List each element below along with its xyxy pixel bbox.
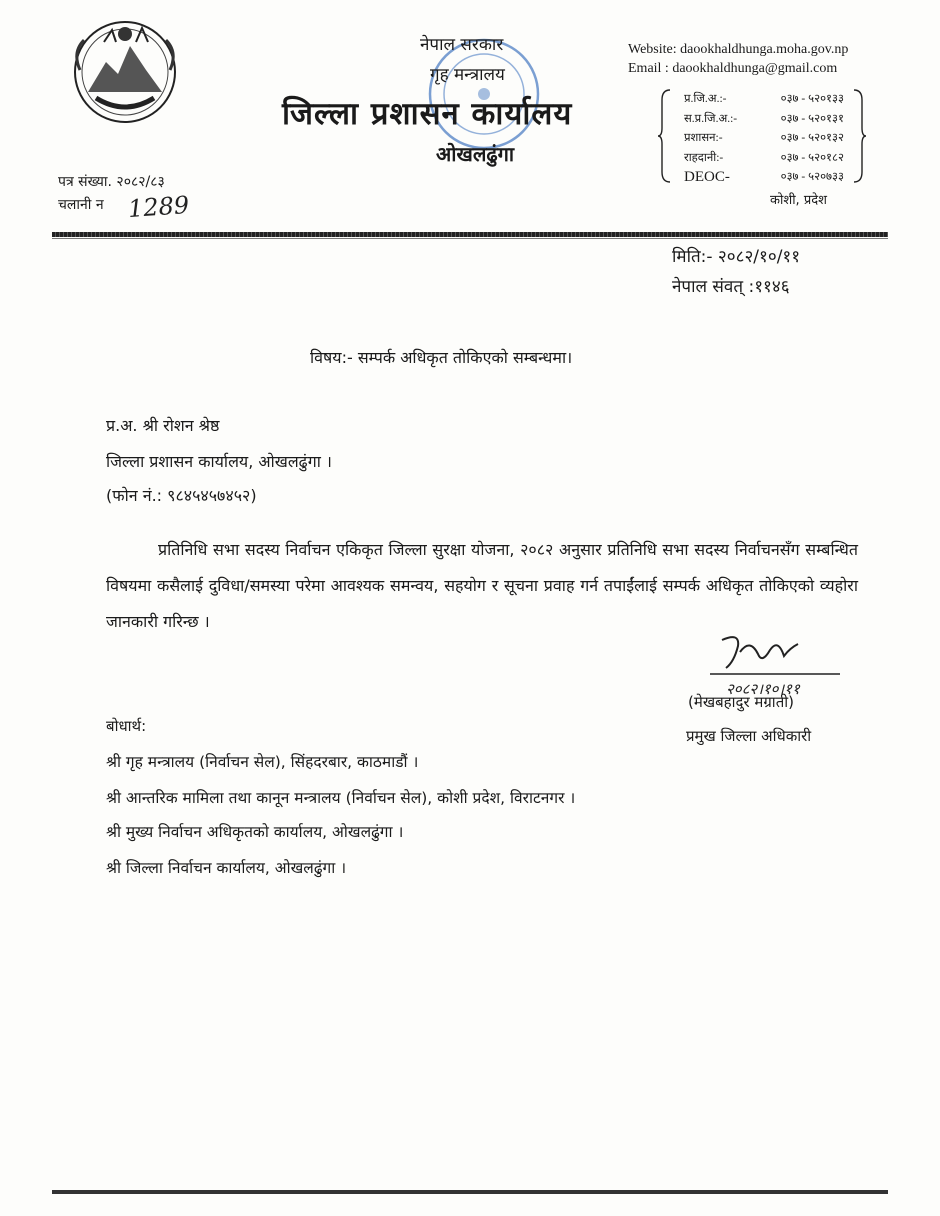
ministry-name: गृह मन्त्रालय [430,65,505,85]
phone-row [668,129,858,149]
cc-item: श्री गृह मन्त्रालय (निर्वाचन सेल), सिंहदरबार, काठमाडौं । [106,753,419,771]
cc-item: श्री आन्तरिक मामिला तथा कानून मन्त्रालय (निर्वाचन सेल), कोशी प्रदेश, विराटनगर । [106,789,576,807]
phone-label: प्रशासन:- [684,132,723,145]
phone-row [668,149,858,169]
phone-row [668,110,858,130]
email-line: Email : daookhaldhunga@gmail.com [628,61,838,76]
right-brace-icon [852,88,866,184]
cc-item: श्री जिल्ला निर्वाचन कार्यालय, ओखलढुंगा । [106,859,347,877]
office-name: जिल्ला प्रशासन कार्यालय [282,96,573,132]
dispatch-number: 1289 [127,190,190,224]
subject-line: विषय:- सम्पर्क अधिकृत तोकिएको सम्बन्धमा। [310,348,573,367]
phone-number: ०३७ - ५२०१३२ [780,132,844,145]
signatory-name: (मेखबहादुर मग्राती) [688,693,794,711]
phone-label: DEOC- [684,169,730,186]
letter-date: मिति:- २०८२/१०/११ [672,247,801,267]
phone-number: ०३७ - ५२०१३३ [780,93,844,105]
phone-list [668,90,858,188]
phone-label: प्र.जि.अ.:- [684,93,727,105]
dispatch-label: चलानी न [58,197,104,213]
phone-row [668,168,858,188]
phone-number: ०३७ - ५२०१८२ [780,151,844,164]
addressee-office: जिल्ला प्रशासन कार्यालय, ओखलढुंगा । [106,452,332,471]
cc-heading: बोधार्थ: [106,717,147,735]
phone-label: राहदानी:- [684,151,724,164]
province-line: कोशी, प्रदेश [770,193,827,208]
addressee-phone: (फोन नं.: ९८४५४५७४५२) [106,486,257,505]
district-name: ओखलढुंगा [436,142,515,166]
nepal-samvat-date: नेपाल संवत् :११४६ [672,277,790,297]
phone-label: स.प्र.जि.अ.:- [684,112,738,125]
nepal-coat-of-arms-icon [66,12,184,130]
website-line: Website: daookhaldhunga.moha.gov.np [628,42,849,57]
header-divider [52,232,888,237]
addressee-name: प्र.अ. श्री रोशन श्रेष्ठ [106,416,220,435]
signature-date: २०८२।१०।११ [726,680,800,698]
cc-item: श्री मुख्य निर्वाचन अधिकृतको कार्यालय, ओखलढुंगा । [106,823,404,841]
phone-row [668,90,858,110]
letter-number: पत्र संख्या. २०८२/८३ [58,174,165,190]
footer-divider [52,1190,888,1194]
header-divider-thin [52,238,888,239]
body-paragraph: प्रतिनिधि सभा सदस्य निर्वाचन एकिकृत जिल्ला सुरक्षा योजना, २०८२ अनुसार प्रतिनिधि सभा सदस्य निर्वाचनसँग सम्बन्धित विषयमा कसैलाई दुविधा/समस्या परेमा आवश्यक समन्वय, सहयोग र सूचना प्रवाह गर्न तपाईंलाई सम्पर्क अधिकृत तोकिएको व्यहोरा जानकारी गरिन्छ । [106,540,858,631]
phone-number: ०३७ - ५२०१३१ [780,112,844,125]
phone-number: ०३७ - ५२०७३३ [780,171,844,184]
signatory-title: प्रमुख जिल्ला अधिकारी [686,727,812,745]
signature-icon [700,628,850,700]
government-name: नेपाल सरकार [420,35,504,55]
